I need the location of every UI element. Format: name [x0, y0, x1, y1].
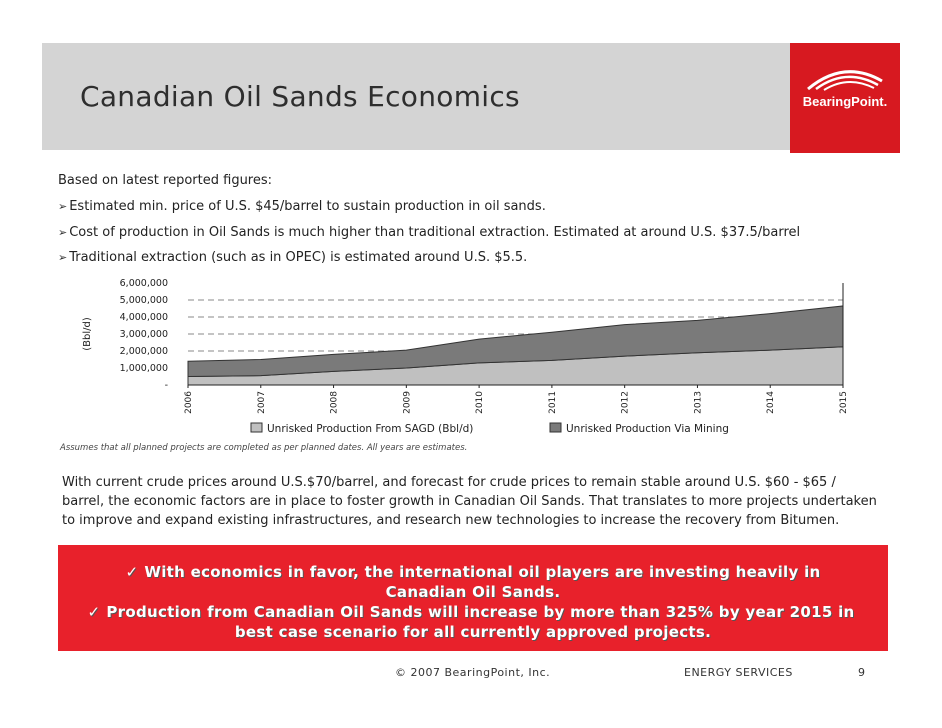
x-tick-label: 2013 — [693, 391, 704, 414]
x-tick-label: 2008 — [329, 391, 340, 414]
legend-label-2: Unrisked Production Via Mining — [566, 423, 729, 435]
y-tick-label: 4,000,000 — [119, 312, 168, 323]
y-tick-label: 5,000,000 — [119, 295, 168, 306]
y-tick-label: 1,000,000 — [119, 363, 168, 374]
bullet-2: ➢ Cost of production in Oil Sands is much higher than traditional extraction. Estimated at around U.S. $37.5/barrel — [58, 225, 801, 240]
arrow-bullet-icon: ➢ — [58, 200, 68, 213]
logo-text: BearingPoint. — [802, 94, 888, 109]
x-tick-label: 2012 — [620, 391, 631, 414]
bullet-3: ➢ Traditional extraction (such as in OPEC) is estimated around U.S. $5.5. — [58, 250, 528, 265]
production-chart — [55, 272, 855, 440]
check-icon: ✓ — [87, 603, 101, 621]
body-paragraph: With current crude prices around U.S.$70/barrel, and forecast for crude prices to remain stable around U.S. $60 - $65 / barrel, the economic factors are in place to foster growth in Canadian Oil Sands. That translates to more projects undertaken to improve and expand existing infrastructures, and research new technologies to increase the recovery from Bitumen. — [62, 475, 877, 528]
legend-swatch-2 — [550, 423, 561, 432]
check-icon: ✓ — [125, 563, 139, 581]
highlight-banner — [58, 545, 888, 651]
y-tick-label: 6,000,000 — [119, 278, 168, 289]
x-tick-label: 2007 — [256, 391, 267, 414]
footer-copyright: © 2007 BearingPoint, Inc. — [395, 666, 551, 679]
y-axis-label: (Bbl/d) — [82, 317, 93, 351]
bullet-1: ➢ Estimated min. price of U.S. $45/barrel to sustain production in oil sands. — [58, 199, 546, 214]
footer-page-number: 9 — [858, 666, 866, 679]
legend-swatch-1 — [251, 423, 262, 432]
arrow-bullet-icon: ➢ — [58, 251, 68, 264]
x-tick-label: 2006 — [184, 391, 194, 414]
x-tick-label: 2009 — [402, 391, 413, 414]
logo-arcs-icon — [804, 63, 886, 91]
chart-note: Assumes that all planned projects are completed as per planned dates. All years are estimates. — [60, 443, 468, 453]
banner-line-1: ✓ With economics in favor, the international oil players are investing heavily in — [125, 563, 821, 581]
logo — [790, 43, 900, 153]
x-tick-label: 2014 — [766, 391, 777, 414]
x-tick-label: 2010 — [475, 391, 486, 414]
page-title: Canadian Oil Sands Economics — [80, 80, 520, 113]
y-tick-label: 2,000,000 — [119, 346, 168, 357]
y-tick-label: 3,000,000 — [119, 329, 168, 340]
arrow-bullet-icon: ➢ — [58, 226, 68, 239]
legend-label-1: Unrisked Production From SAGD (Bbl/d) — [267, 423, 474, 435]
intro-text: Based on latest reported figures: — [58, 173, 273, 188]
x-tick-label: 2015 — [839, 391, 849, 414]
banner-line-2: Canadian Oil Sands. — [385, 583, 561, 601]
footer-section: ENERGY SERVICES — [684, 666, 793, 679]
banner-line-3: ✓ Production from Canadian Oil Sands will increase by more than 325% by year 2015 in — [87, 603, 855, 621]
banner-line-4: best case scenario for all currently approved projects. — [234, 623, 712, 641]
y-tick-label: - — [164, 380, 168, 391]
x-tick-label: 2011 — [547, 391, 558, 414]
